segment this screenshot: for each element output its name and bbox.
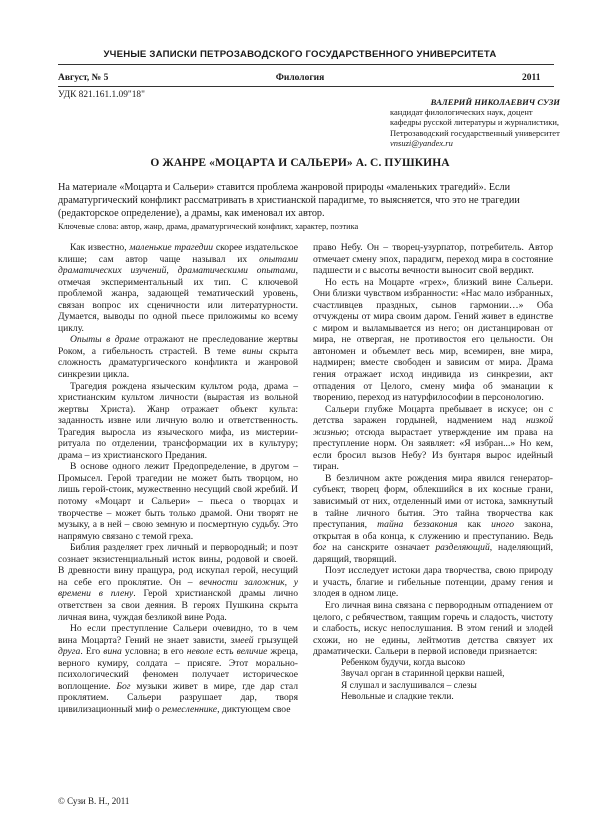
year-label: 2011 [522,73,541,83]
issue-label: Август, № 5 [58,73,109,83]
udk-code: УДК 821.161.1.09"18" [58,90,145,100]
paragraph: Но если преступление Сальери очевидно, то в чем вина Моцарта? Гений не знает зависти, змеей грызущей друга. Его вина условна; в его неволе есть величие жреца, верного кумиру, солдата – присяге. Этот морально-психологический феномен получает историческое воплощение. Бог музыки живет в мире, где дар стал проклятием. Сальери разрушает дар, творя цивилизационный миф о ремесленнике, диктующем свое [58,623,299,715]
journal-title: УЧЕНЫЕ ЗАПИСКИ ПЕТРОЗАВОДСКОГО ГОСУДАРСТВЕННОГО УНИВЕРСИТЕТА [103,49,497,60]
body-column-right [313,242,553,704]
poem-line: Звучал орган в старинной церкви нашей, [341,669,505,680]
body-column-left [58,242,298,715]
author-name: ВАЛЕРИЙ НИКОЛАЕВИЧ СУЗИ [430,97,560,107]
paragraph: Поэт исследует истоки дара творчества, свою природу и участь, благие и гибельные потенции, драму гения и злодея в одном лице. [313,565,553,600]
paragraph: Сальери глубже Моцарта пребывает в искусе; он с детства заражен гордыней, надмением над низкой жизнью; отсюда вырастает утверждение им права на преступление норм. Он заявляет: «Я избран...» Но кем, если бросил вызов Небу? Из бунтаря вырос идейный тиран. [313,403,553,473]
author-email: vnsuzi@yandex.ru [390,137,453,148]
keywords: Ключевые слова: автор, жанр, драма, драматургический конфликт, характер, поэтика [58,222,359,231]
poem-line: Невольные и сладкие текли. [341,692,454,703]
section-label: Филология [275,73,325,83]
copyright: © Сузи В. Н., 2011 [58,796,130,806]
paragraph: Опыты в драме отражают не преследование жертвы Роком, а гибельность страстей. В теме вины скрыта сложность драматургического конфликта и жанровой синкрезии цикла. [58,334,299,381]
paragraph: Но есть на Моцарте «грех», близкий вине Сальери. Они близки чувством избранности: «Нас мало избранных, счастливцев праздных, сынов гармонии…» Оба отчуждены от мира своим даром. Гений живет в единстве с миром и выламывается из него; он дистанцирован от мира, не отвергая, не противостоя его цельности. Он автономен и объемлет весь мир, всемирен, вне мира, надмирен; вместе свободен и зависим от мира. Драма гения отражает исход индивида из синкрезии, акт отпадения от Целого, смену мифа об эманации к творению, переход из натурфилософии в персонологию. [313,276,553,404]
header-rule-bottom [58,86,554,87]
paragraph: право Небу. Он – творец-узурпатор, потребитель. Автор отмечает смену эпох, парадигм, переход мира в состояние падшести и с высоты вечности выносит свой вердикт. [313,242,553,277]
paragraph: Трагедия рождена языческим культом рода, драма – христианским культом личности (вырастая из вольной жертвы Христа). Жанр отражает объект культа: заданность извне или личную волю и ответственность. Трагедия выросла из языческого мифа, из мистерии-ритуала по отделении, трансформации их в культуру; драма – из христианского Предания. [58,380,298,461]
paragraph: Библия разделяет грех личный и первородный; и поэт сознает экзистенциальный исток вины, родовой и своей. В древности вину пращура, род искупал герой, несущий на себе его проклятие. Он – вечности заложник, у времени в плену. Герой христианской драмы лично ответствен за свои деяния. В героях Пушкина скрыта личная вина, чуждая безликой вине Рода. [58,542,298,623]
paragraph: В основе одного лежит Предопределение, в другом – Промысел. Герой трагедии не может быть творцом, но лишь герой-стоик, мужественно несущий свой жребий. И потому «Моцарт и Сальери» – пьеса о творцах и творчестве – может быть только драмой. Они творят не музыку, а в ней – свою земную и посмертную судьбу. Это напрямую связано с темой греха. [58,461,298,542]
header-rule-top [58,64,554,65]
paragraph: Его личная вина связана с первородным отпадением от целого, с ребячеством, таящим горечь и сладость, чистоту и слабость, искус непослушания. В этом гений и злодей схожи, но не едины, лейтмотив детства связует их драматически. Сальери в первой исповеди признается: [313,599,553,658]
author-block [390,97,560,148]
paragraph: В безличном акте рождения мира явился генератор-субъект, творец форм, облекшийся в их косные грани, зависимый от них, отделенный ими от истока, замкнутый в тайне личного бытия. Это тайна творчества как преступания, тайна беззакония как иного закона, открытая в оба конца, к служению и преступанию. Ведь бог на санскрите означает разделяющий, наделяющий, дарящий, творящий. [313,472,553,565]
paragraph: Как известно, маленькие трагедии скорее издательское клише; сам автор чаще называл их опытами драматических изучений, драматическими опытами, отмечая экспериментальный их тип. С ключевой проблемой жанра, задающей тематический уровень, связан вопрос их сценичности или литературности. Думается, выводы по одной пьесе приложимы ко всему циклу. [58,242,298,334]
poem-line: Я слушал и заслушивался – слезы [341,680,477,691]
poem-line: Ребенком будучи, когда высоко [341,657,466,668]
poem-quote [341,658,553,704]
article-abstract: На материале «Моцарта и Сальери» ставится проблема жанровой природы «маленьких трагедий». Если драматургический конфликт рассматривать в христианской парадигме, то выясняется, что это не трагедии (редакторское определение), а драмы, как именовал их автор. [58,182,520,219]
author-affiliation: кандидат филологических наук, доцент кафедры русской литературы и журналистики, Петрозаводский государственный университет [390,107,560,138]
article-title: О ЖАНРЕ «МОЦАРТА И САЛЬЕРИ» А. С. ПУШКИНА [150,157,450,169]
